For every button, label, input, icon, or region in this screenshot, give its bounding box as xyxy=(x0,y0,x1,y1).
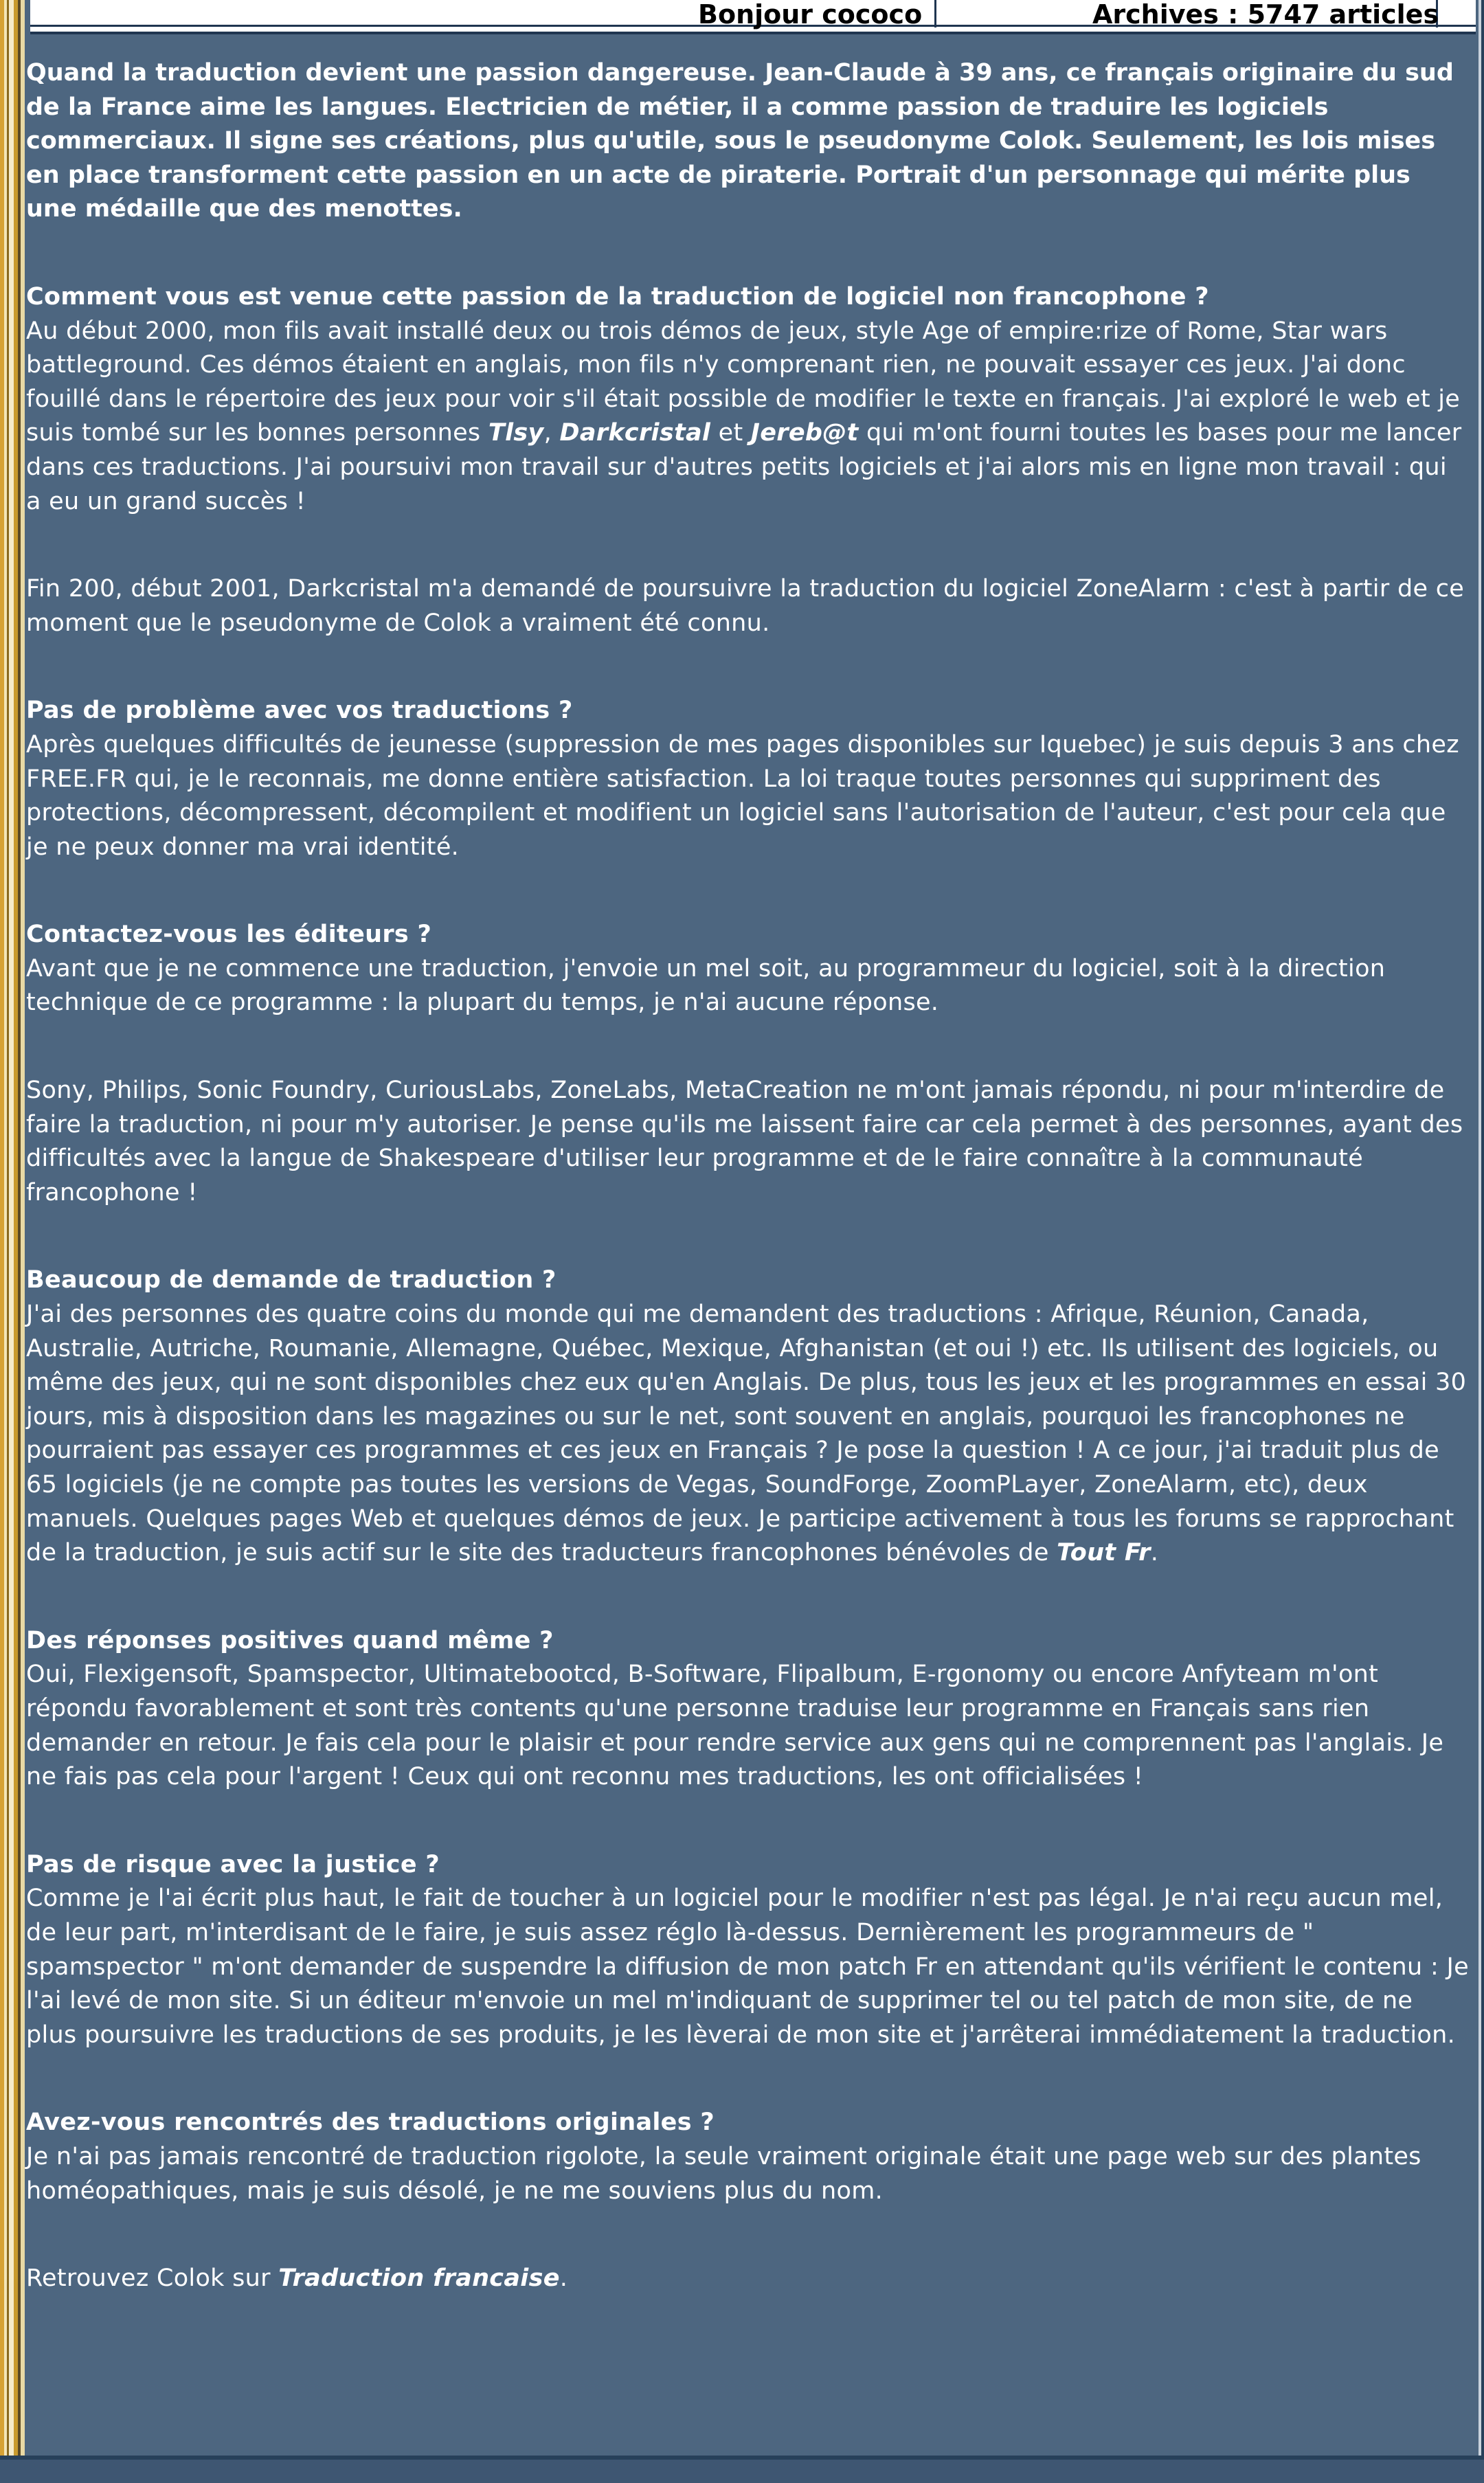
tout-fr-link[interactable]: Tout Fr xyxy=(1057,1539,1151,1567)
qa-block xyxy=(26,1624,1469,1795)
answer-text-part: Au début 2000, mon fils avait installé deux ou trois démos de jeux, style Age of empire:rize of Rome, Star wars battleground. Ces démos étaient en anglais, mon fils n'y comprenant rien, ne pouvait essayer ces jeux. J'ai donc fouillé dans le répertoire des jeux pour voir s'il était possible de modifier le texte en français. J'ai exploré le web et je suis tombé sur les bonnes personnes xyxy=(26,317,1461,447)
qa-block xyxy=(26,280,1469,519)
question-heading: Contactez-vous les éditeurs ? xyxy=(26,921,432,949)
name-tlsy: Tlsy xyxy=(488,419,544,447)
question-heading: Avez-vous rencontrés des traductions originales ? xyxy=(26,2109,715,2137)
traduction-francaise-link[interactable]: Traduction francaise xyxy=(278,2265,560,2293)
question-heading: Pas de problème avec vos traductions ? xyxy=(26,697,573,725)
answer-text-part: J'ai des personnes des quatre coins du monde qui me demandent des traductions : Afrique, Réunion, Canada, Australie, Autriche, Roumanie, Allemagne, Québec, Mexique, Afghanistan (et oui !) etc. Ils utilisent des logiciels, ou même des jeux, qui ne sont disponibles chez eux qu'en Anglais. De plus, tous les jeux et les programmes en essai 30 jours, mis à disposition dans les magazines ou sur le net, sont souvent en anglais, pourquoi les francophones ne pourraient pas essayer ces programmes et ces jeux en Français ? Je pose la question ! A ce jour, j'ai traduit plus de 65 logiciels (je ne compte pas toutes les versions de Vegas, SoundForge, ZoomPLayer, ZoneAlarm, etc), deux manuels. Quelques pages Web et quelques démos de jeux. Je participe activement à tous les forums se rapprochant de la traduction, je suis actif sur le site des traducteurs francophones bénévoles de xyxy=(26,1301,1467,1567)
footer-end: . xyxy=(559,2265,568,2293)
header-separator xyxy=(934,0,936,27)
user-greeting: Bonjour cococo xyxy=(698,0,923,30)
question-heading: Pas de risque avec la justice ? xyxy=(26,1850,440,1878)
question-heading: Beaucoup de demande de traduction ? xyxy=(26,1266,556,1294)
qa-block xyxy=(26,1848,1469,2053)
article-body xyxy=(26,56,1469,2350)
top-header-bar xyxy=(0,0,1484,34)
answer-text: Je n'ai pas jamais rencontré de traduction rigolote, la seule vraiment originale était une page web sur des plantes homéopathiques, mais je suis désolé, je ne me souviens plus du nom. xyxy=(26,2142,1421,2205)
separator-text: , xyxy=(543,419,560,447)
answer-text: Comme je l'ai écrit plus haut, le fait de toucher à un logiciel pour le modifier n'est pas légal. Je n'ai reçu aucun mel, de leur part, m'interdisant de le faire, je suis assez réglo là-dessus. Dernièrement les programmeurs de " spamspector " m'ont demander de suspendre la diffusion de mon patch Fr en attendant qu'ils vérifient le contenu : Je l'ai levé de mon site. Si un éditeur m'envoie un mel m'indiquant de supprimer tel ou tel patch de mon site, de ne plus poursuivre les traductions de ses produits, je les lèverai de mon site et j'arrêterai immédiatement la traduction. xyxy=(26,1885,1469,2049)
footer-line xyxy=(26,2262,1469,2296)
answer-text-part: qui m'ont fourni toutes les bases pour me lancer dans ces traductions. J'ai poursuivi mon travail sur d'autres petits logiciels et j'ai alors mis en ligne mon travail : qui a eu un grand succès ! xyxy=(26,419,1462,515)
answer-text: Après quelques difficultés de jeunesse (suppression de mes pages disponibles sur Iquebec) je suis depuis 3 ans chez FREE.FR qui, je le reconnais, me donne entière satisfaction. La loi traque toutes personnes qui suppriment des protections, décompressent, décompilent et modifient un logiciel sans l'autorisation de l'auteur, c'est pour cela que je ne peux donner ma vrai identité. xyxy=(26,730,1459,861)
qa-block xyxy=(26,1263,1469,1570)
answer-text: Avant que je ne commence une traduction, j'envoie un mel soit, au programmeur du logiciel, soit à la direction technique de ce programme : la plupart du temps, je n'ai aucune réponse. xyxy=(26,954,1386,1017)
right-border xyxy=(1476,0,1484,2479)
qa-block xyxy=(26,694,1469,864)
article-intro: Quand la traduction devient une passion dangereuse. Jean-Claude à 39 ans, ce français originaire du sud de la France aime les langues. Electricien de métier, il a comme passion de traduire les logiciels commerciaux. Il signe ses créations, plus qu'utile, sous le pseudonyme Colok. Seulement, les lois mises en place transforment cette passion en un acte de piraterie. Portrait d'un personnage qui mérite plus une médaille que des menottes. xyxy=(26,59,1454,223)
bottom-border xyxy=(0,2456,1484,2483)
question-heading: Comment vous est venue cette passion de la traduction de logiciel non francophone ? xyxy=(26,282,1209,311)
answer-text xyxy=(26,1298,1469,1571)
paragraph-zonealarm: Fin 200, début 2001, Darkcristal m'a demandé de poursuivre la traduction du logiciel ZoneAlarm : c'est à partir de ce moment que le pseudonyme de Colok a vraiment été connu. xyxy=(26,575,1465,637)
answer-text: Oui, Flexigensoft, Spamspector, Ultimatebootcd, B-Software, Flipalbum, E-rgonomy ou encore Anfyteam m'ont répondu favorablement et sont très contents qu'une personne traduise leur programme en Français sans rien demander en retour. Je fais cela pour le plaisir et pour rendre service aux gens qui ne comprennent pas l'anglais. Je ne fais pas cela pour l'argent ! Ceux qui ont reconnu mes traductions, les ont officialisées ! xyxy=(26,1661,1444,1791)
footer-prefix: Retrouvez Colok sur xyxy=(26,2265,279,2293)
qa-block xyxy=(26,2106,1469,2208)
name-jerebat: Jereb@t xyxy=(750,419,859,447)
separator-text: et xyxy=(710,419,751,447)
question-heading: Des réponses positives quand même ? xyxy=(26,1626,554,1654)
answer-text xyxy=(26,315,1469,519)
answer-end: . xyxy=(1150,1539,1159,1567)
name-darkcristal: Darkcristal xyxy=(559,419,711,447)
paragraph-editeurs: Sony, Philips, Sonic Foundry, CuriousLabs, ZoneLabs, MetaCreation ne m'ont jamais répondu, ni pour m'interdire de faire la traduction, ni pour m'y autoriser. Je pense qu'ils me laissent faire car cela permet à des personnes, ayant des difficultés avec la langue de Shakespeare d'utiliser leur programme et de le faire connaître à la communauté francophone ! xyxy=(26,1077,1463,1206)
archives-count: Archives : 5747 articles xyxy=(1092,0,1439,30)
qa-block xyxy=(26,918,1469,1020)
